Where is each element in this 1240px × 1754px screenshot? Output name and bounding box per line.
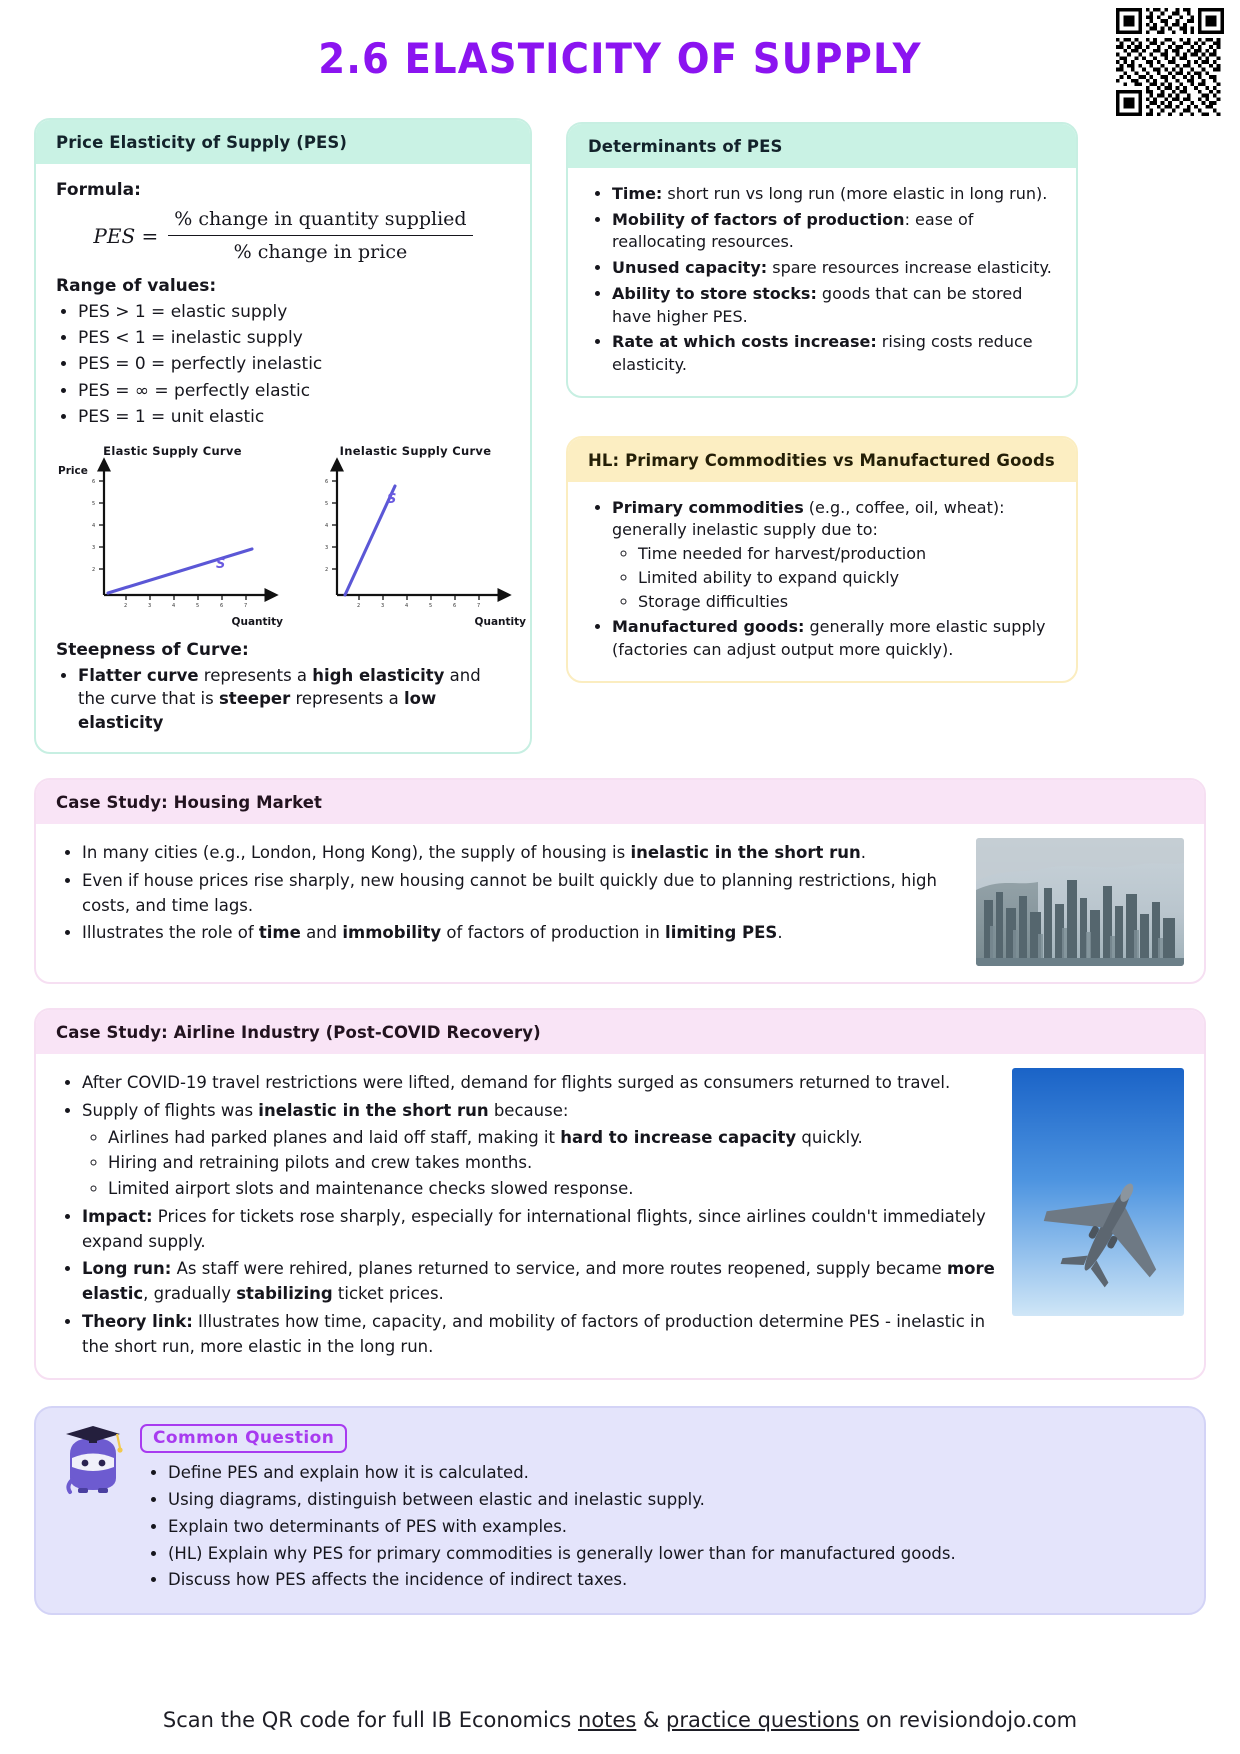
hl-sublist bbox=[612, 543, 1056, 613]
text-run-bold: inelastic in the short run bbox=[258, 1100, 489, 1120]
svg-text:6: 6 bbox=[325, 478, 329, 485]
common-question-list bbox=[140, 1461, 1180, 1593]
chart-title: Elastic Supply Curve bbox=[103, 443, 242, 458]
case-study-housing-text bbox=[56, 838, 960, 966]
list-item bbox=[82, 1205, 996, 1255]
text-run: Prices for tickets rose sharply, especially for international flights, since airlines couldn't immediately expand supply. bbox=[82, 1206, 986, 1251]
text-run: Even if house prices rise sharply, new housing cannot be built quickly due to planning restrictions, high costs, and time lags. bbox=[82, 870, 937, 915]
svg-text:3: 3 bbox=[92, 544, 96, 551]
text-run-bold: immobility bbox=[342, 923, 442, 943]
text-run-bold: inelastic in the short run bbox=[630, 843, 861, 863]
text-run: quickly. bbox=[796, 1127, 863, 1147]
case-study-airline-list bbox=[56, 1071, 996, 1359]
page-header bbox=[34, 0, 1206, 118]
chart-plot bbox=[56, 443, 289, 628]
svg-text:6: 6 bbox=[92, 478, 96, 485]
case-study-airline-heading: Case Study: Airline Industry (Post-COVID Recovery) bbox=[36, 1010, 1204, 1054]
footer-link-notes[interactable]: notes bbox=[578, 1708, 637, 1732]
determinants-card-heading: Determinants of PES bbox=[568, 124, 1076, 168]
pes-card bbox=[34, 118, 532, 754]
chart-ylabel: Price bbox=[58, 464, 88, 477]
supply-curve-charts bbox=[56, 443, 526, 628]
elastic-supply-chart bbox=[56, 443, 289, 628]
pes-formula bbox=[56, 206, 510, 266]
formula-label: Formula: bbox=[56, 180, 141, 200]
svg-text:3: 3 bbox=[381, 602, 385, 609]
svg-text:4: 4 bbox=[405, 602, 409, 609]
svg-text:2: 2 bbox=[357, 602, 361, 609]
text-run: Supply of flights was bbox=[82, 1100, 259, 1120]
case-study-housing-list bbox=[56, 841, 960, 946]
svg-text:7: 7 bbox=[244, 602, 248, 609]
svg-text:2: 2 bbox=[325, 566, 329, 573]
text-run: Illustrates how time, capacity, and mobility of factors of production determine PES - inelastic in the short run, more elastic in the long run. bbox=[82, 1311, 986, 1356]
text-run: because: bbox=[488, 1100, 569, 1120]
svg-text:5: 5 bbox=[429, 602, 433, 609]
footer-part-2: & bbox=[636, 1708, 667, 1732]
list-item bbox=[82, 841, 960, 866]
text-run-bold: time bbox=[258, 923, 301, 943]
inelastic-supply-chart bbox=[299, 443, 532, 628]
svg-text:4: 4 bbox=[172, 602, 176, 609]
term: Unused capacity: bbox=[612, 258, 768, 278]
pes-card-body bbox=[36, 164, 530, 752]
text-run: After COVID-19 travel restrictions were lifted, demand for flights surged as consumers returned to travel. bbox=[82, 1073, 951, 1093]
top-columns bbox=[34, 118, 1206, 754]
list-item: ◦ Time needed for harvest/production bbox=[638, 543, 1056, 566]
svg-text:6: 6 bbox=[220, 602, 224, 609]
qr-code[interactable] bbox=[1116, 8, 1224, 116]
steepness-part-a: Flatter curve bbox=[78, 665, 199, 685]
term: Primary commodities bbox=[612, 497, 804, 517]
term: Mobility of factors of production bbox=[612, 209, 905, 229]
term: Rate at which costs increase: bbox=[612, 332, 877, 352]
right-column bbox=[566, 118, 1078, 683]
list-item: ◦ Storage difficulties bbox=[638, 591, 1056, 614]
text-run-bold: hard to increase capacity bbox=[560, 1127, 797, 1147]
footer-link-practice-questions[interactable]: practice questions bbox=[666, 1708, 860, 1732]
list-item: • Explain two determinants of PES with examples. bbox=[168, 1515, 1180, 1540]
text-run: . bbox=[777, 923, 783, 943]
list-item bbox=[82, 869, 960, 919]
term: Manufactured goods: bbox=[612, 617, 805, 637]
list-item: • PES = 1 = unit elastic bbox=[78, 405, 510, 429]
list-item bbox=[612, 616, 1056, 661]
steepness-part-d: and the curve that is bbox=[78, 665, 481, 709]
list-item bbox=[82, 921, 960, 946]
svg-text:5: 5 bbox=[196, 602, 200, 609]
hl-card-body bbox=[568, 482, 1076, 681]
svg-text:4: 4 bbox=[325, 522, 329, 529]
steepness-part-c: high elasticity bbox=[312, 665, 445, 685]
list-item bbox=[612, 209, 1056, 254]
svg-text:3: 3 bbox=[325, 544, 329, 551]
mascot bbox=[60, 1424, 126, 1504]
text-run: Illustrates the role of bbox=[82, 923, 259, 943]
airplane-image bbox=[1012, 1068, 1184, 1316]
chart-series-label: S bbox=[216, 556, 226, 572]
list-item bbox=[612, 331, 1056, 376]
chart-xlabel: Quantity bbox=[231, 615, 283, 628]
steepness-part-e: steeper bbox=[218, 689, 291, 709]
svg-text:3: 3 bbox=[148, 602, 152, 609]
page-title: 2.6 ELASTICITY OF SUPPLY bbox=[318, 34, 922, 83]
list-item: • PES = ∞ = perfectly elastic bbox=[78, 379, 510, 403]
definition: rising costs reduce elasticity. bbox=[612, 332, 1033, 375]
text-run: . bbox=[860, 843, 866, 863]
text-run: As staff were rehired, planes returned to service, and more routes reopened, supply became bbox=[171, 1259, 947, 1279]
left-column bbox=[34, 118, 532, 754]
svg-text:2: 2 bbox=[124, 602, 128, 609]
case-study-airline-text bbox=[56, 1068, 996, 1362]
list-item: • Discuss how PES affects the incidence of indirect taxes. bbox=[168, 1568, 1180, 1593]
text-run: ticket prices. bbox=[332, 1284, 444, 1304]
list-item: • Using diagrams, distinguish between elastic and inelastic supply. bbox=[168, 1488, 1180, 1513]
case-study-housing-body bbox=[36, 824, 1204, 982]
case-study-housing-heading: Case Study: Housing Market bbox=[36, 780, 1204, 824]
steepness-part-g: low elasticity bbox=[78, 689, 437, 732]
svg-text:6: 6 bbox=[453, 602, 457, 609]
list-item bbox=[78, 664, 510, 734]
list-item: • (HL) Explain why PES for primary commodities is generally lower than for manufactured goods. bbox=[168, 1542, 1180, 1567]
list-item: • PES > 1 = elastic supply bbox=[78, 300, 510, 324]
footer bbox=[0, 1708, 1240, 1732]
steepness-list bbox=[56, 664, 510, 734]
formula-lhs: PES = bbox=[93, 223, 159, 248]
formula-fraction bbox=[168, 206, 472, 266]
text-run-bold: Impact: bbox=[82, 1206, 153, 1226]
list-item: • PES = 0 = perfectly inelastic bbox=[78, 352, 510, 376]
text-run-bold: Long run: bbox=[82, 1259, 172, 1279]
common-question-content bbox=[140, 1424, 1180, 1595]
list-item bbox=[612, 257, 1056, 280]
qr-code-icon bbox=[1116, 8, 1224, 116]
text-run: , gradually bbox=[143, 1284, 237, 1304]
definition: goods that can be stored have higher PES. bbox=[612, 283, 1023, 326]
svg-text:5: 5 bbox=[92, 500, 96, 507]
text-run-bold: limiting PES bbox=[665, 923, 778, 943]
ninja-graduate-mascot-icon bbox=[60, 1424, 126, 1500]
common-question-badge: Common Question bbox=[140, 1424, 347, 1453]
list-item bbox=[82, 1310, 996, 1360]
chart-title: Inelastic Supply Curve bbox=[339, 443, 492, 458]
text-run-bold: more elastic bbox=[82, 1259, 995, 1304]
svg-text:5: 5 bbox=[325, 500, 329, 507]
list-item bbox=[612, 497, 1056, 614]
list-item bbox=[108, 1126, 996, 1151]
definition: generally more elastic supply (factories can adjust output more quickly). bbox=[612, 617, 1046, 660]
svg-text:4: 4 bbox=[92, 522, 96, 529]
definition: : ease of reallocating resources. bbox=[612, 209, 974, 252]
case-study-airline-card bbox=[34, 1008, 1206, 1380]
text-run-bold: Theory link: bbox=[82, 1311, 193, 1331]
list-item: • Define PES and explain how it is calculated. bbox=[168, 1461, 1180, 1486]
list-item bbox=[612, 183, 1056, 206]
list-item: • PES < 1 = inelastic supply bbox=[78, 326, 510, 350]
range-of-values-list bbox=[56, 300, 510, 429]
text-run: In many cities (e.g., London, Hong Kong), the supply of housing is bbox=[82, 843, 631, 863]
text-run: Limited airport slots and maintenance checks slowed response. bbox=[108, 1179, 634, 1199]
chart-xlabel: Quantity bbox=[474, 615, 526, 628]
hl-card bbox=[566, 436, 1078, 683]
list-item bbox=[82, 1071, 996, 1096]
text-run: Airlines had parked planes and laid off staff, making it bbox=[108, 1127, 561, 1147]
city-skyline-image bbox=[976, 838, 1184, 966]
steepness-part-f: represents a bbox=[290, 689, 404, 709]
hong-kong-skyline-photo bbox=[976, 838, 1184, 966]
term: Ability to store stocks: bbox=[612, 283, 817, 303]
determinants-card bbox=[566, 122, 1078, 398]
formula-numerator: % change in quantity supplied bbox=[168, 206, 472, 236]
formula-denominator: % change in price bbox=[233, 241, 408, 264]
definition: short run vs long run (more elastic in long run). bbox=[662, 184, 1048, 203]
footer-part-1: Scan the QR code for full IB Economics bbox=[162, 1708, 579, 1732]
list-item: ◦ Limited ability to expand quickly bbox=[638, 567, 1056, 590]
definition: spare resources increase elasticity. bbox=[767, 258, 1052, 278]
case-study-housing-card bbox=[34, 778, 1206, 984]
determinants-card-body bbox=[568, 168, 1076, 396]
steepness-part-b: represents a bbox=[198, 665, 313, 685]
text-run: of factors of production in bbox=[441, 923, 666, 943]
svg-text:2: 2 bbox=[92, 566, 96, 573]
term: Time: bbox=[612, 184, 663, 203]
svg-text:7: 7 bbox=[477, 602, 481, 609]
hl-list bbox=[588, 497, 1056, 662]
list-item bbox=[108, 1151, 996, 1176]
list-item bbox=[82, 1099, 996, 1202]
steepness-label: Steepness of Curve: bbox=[56, 639, 249, 660]
case-study-airline-body bbox=[36, 1054, 1204, 1378]
airplane-in-sky-photo bbox=[1012, 1068, 1184, 1316]
list-item bbox=[82, 1257, 996, 1307]
common-question-box bbox=[34, 1406, 1206, 1615]
pes-card-heading: Price Elasticity of Supply (PES) bbox=[36, 120, 530, 164]
chart-series-label: S bbox=[387, 491, 397, 507]
list-item bbox=[612, 283, 1056, 328]
hl-card-heading: HL: Primary Commodities vs Manufactured Goods bbox=[568, 438, 1076, 482]
chart-plot bbox=[299, 443, 532, 628]
range-label: Range of values: bbox=[56, 276, 217, 297]
list-item bbox=[108, 1177, 996, 1202]
definition: (e.g., coffee, oil, wheat): generally inelastic supply due to: bbox=[612, 497, 1005, 540]
footer-part-3: on revisiondojo.com bbox=[859, 1708, 1078, 1732]
case-study-airline-sublist bbox=[82, 1126, 996, 1202]
determinants-list bbox=[588, 183, 1056, 377]
text-run: and bbox=[300, 923, 343, 943]
text-run-bold: stabilizing bbox=[236, 1284, 333, 1304]
text-run: Hiring and retraining pilots and crew takes months. bbox=[108, 1153, 533, 1173]
